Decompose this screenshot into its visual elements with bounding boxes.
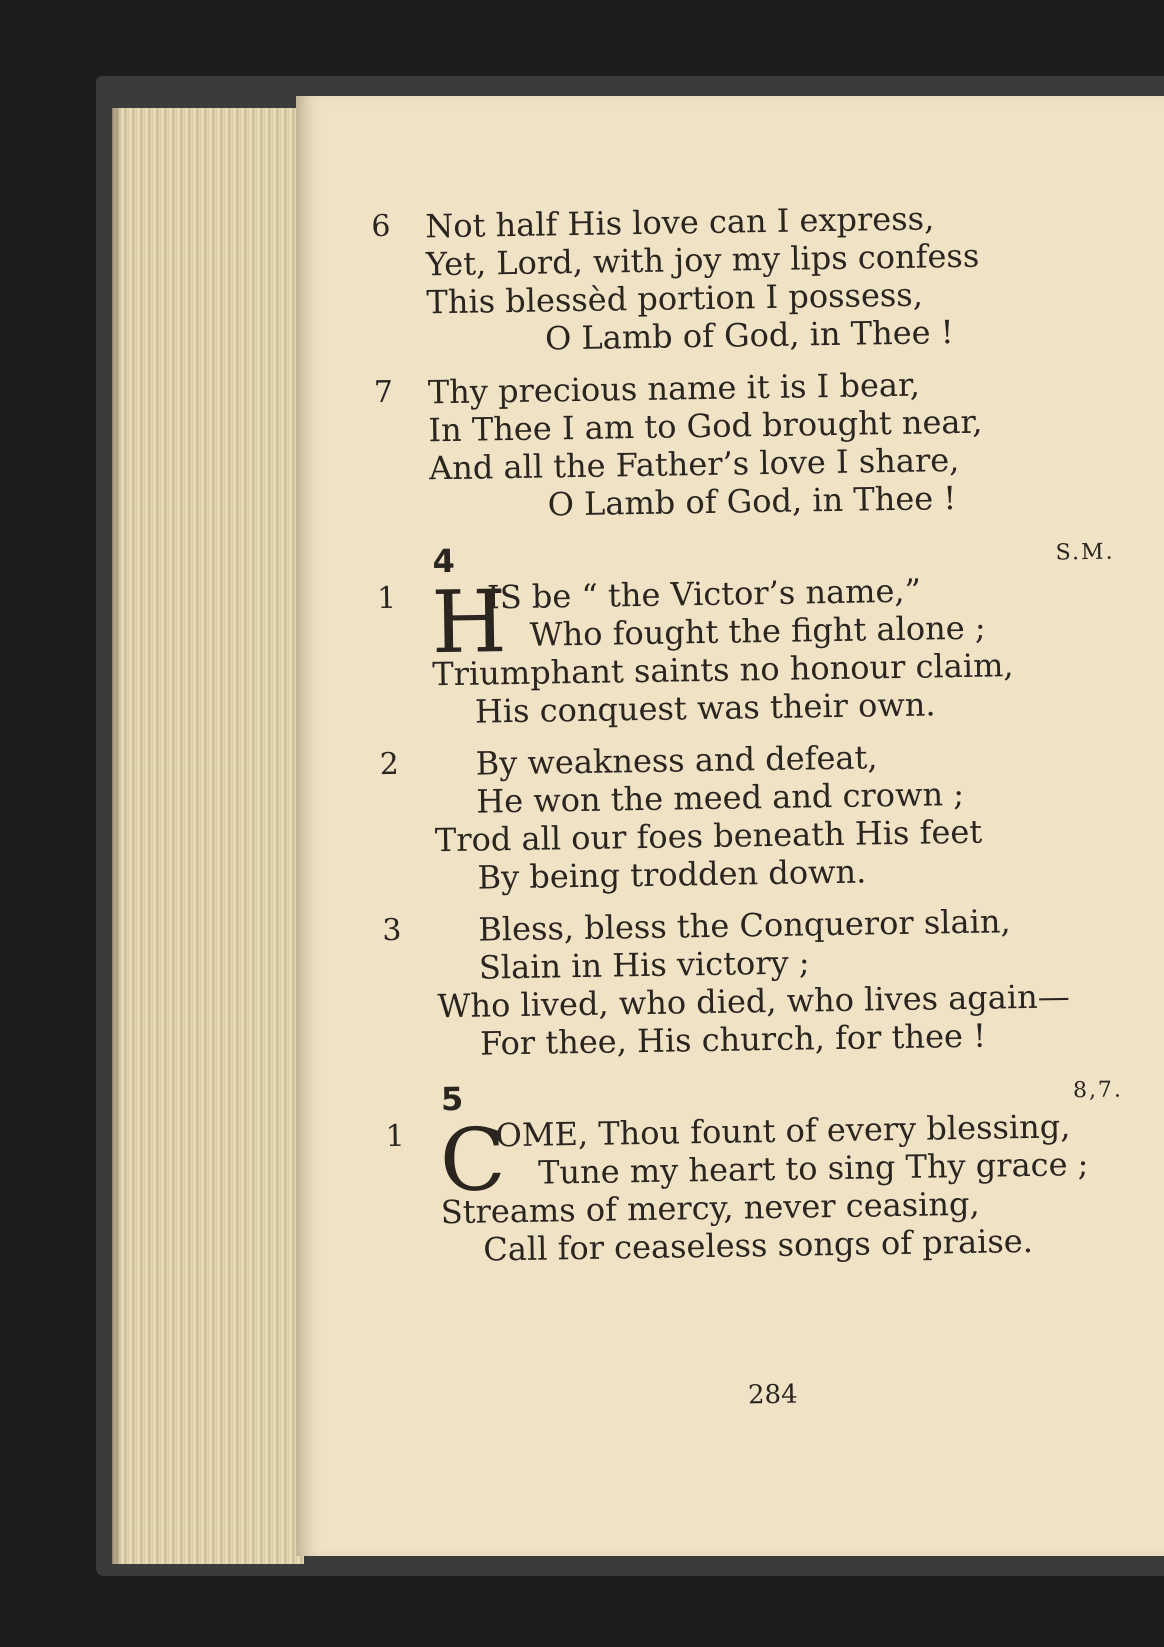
verse-number: 7	[373, 374, 394, 411]
hymn-number: 4	[432, 541, 456, 581]
verse-number: 2	[379, 746, 400, 783]
verse-line: By being trodden down.	[477, 852, 867, 897]
verse-line: Who lived, who died, who lives again—	[437, 977, 1070, 1026]
verse-line: Who fought the fight alone ;	[529, 608, 986, 654]
verse-refrain: O Lamb of God, in Thee !	[547, 479, 957, 524]
verse-line: Bless, bless the Conqueror slain,	[478, 902, 1011, 949]
verse-6	[371, 196, 1145, 360]
verse-line: In Thee I am to God brought near,	[428, 402, 983, 450]
edge-shadow	[112, 108, 122, 1564]
verse-line: For thee, His church, for thee !	[479, 1016, 987, 1063]
hymn-number: 5	[440, 1079, 464, 1119]
hymn-5-verse-1	[385, 1106, 1159, 1270]
hymn-4-verse-2	[379, 734, 1153, 898]
verse-refrain: O Lamb of God, in Thee !	[544, 313, 954, 358]
verse-line: Not half His love can I express,	[424, 199, 935, 246]
verse-number: 3	[382, 912, 402, 949]
verse-line: IS be “ the Victor’s name,”	[486, 571, 922, 617]
verse-number: 1	[385, 1118, 405, 1155]
drop-cap: C	[439, 1110, 507, 1212]
verse-line: By weakness and defeat,	[475, 738, 878, 783]
verse-line: Tune my heart to sing Thy grace ;	[537, 1145, 1089, 1192]
drop-cap: H	[430, 572, 508, 674]
verse-line: Trod all our foes beneath His feet	[434, 812, 983, 860]
hymn-meter: 8,7.	[1072, 1077, 1124, 1104]
verse-number: 6	[371, 208, 391, 245]
page-number: 284	[747, 1379, 798, 1411]
verse-line: Streams of mercy, never ceasing,	[440, 1184, 980, 1232]
verse-line: Triumphant saints no honour claim,	[432, 646, 1014, 694]
page-edges	[112, 108, 304, 1564]
verse-line: He won the meed and crown ;	[476, 774, 965, 821]
hymn-4-verse-3	[382, 900, 1156, 1064]
verse-line: Thy precious name it is I bear,	[427, 365, 921, 412]
verse-line: And all the Father’s love I share,	[428, 440, 960, 488]
hymn-4-verse-1	[376, 568, 1151, 732]
verse-7	[373, 362, 1148, 526]
verse-line: OME, Thou fount of every blessing,	[495, 1107, 1071, 1155]
verse-line: Slain in His victory ;	[478, 943, 810, 987]
hymn-meter: S.M.	[1055, 539, 1115, 566]
hymn-text	[371, 196, 1160, 1284]
verse-line: Yet, Lord, with joy my lips confess	[425, 236, 980, 284]
verse-number: 1	[376, 580, 397, 617]
verse-line: Call for ceaseless songs of praise.	[483, 1221, 1034, 1269]
verse-line: This blessèd portion I possess,	[426, 275, 924, 322]
verse-line: His conquest was their own.	[474, 685, 936, 731]
